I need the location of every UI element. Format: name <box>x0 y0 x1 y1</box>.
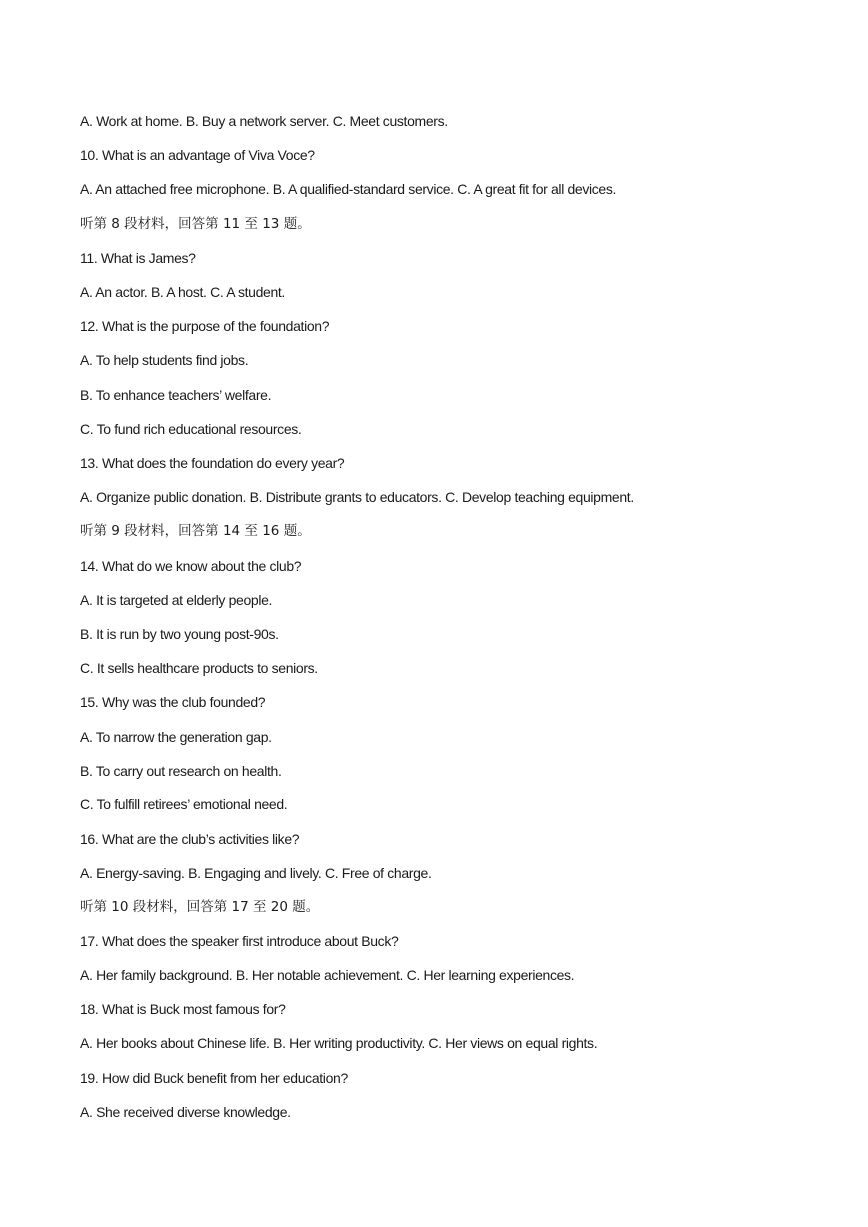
question-19: 19. How did Buck benefit from her education? <box>80 1070 348 1086</box>
answer-options-q11: A. An actor. B. A host. C. A student. <box>80 284 285 300</box>
answer-option-q15-c: C. To fulfill retirees’ emotional need. <box>80 796 288 812</box>
answer-options-q16: A. Energy-saving. B. Engaging and lively. C. Free of charge. <box>80 865 432 881</box>
question-15: 15. Why was the club founded? <box>80 694 266 710</box>
question-13: 13. What does the foundation do every year? <box>80 455 345 471</box>
answer-option-q14-c: C. It sells healthcare products to seniors. <box>80 660 318 676</box>
question-14: 14. What do we know about the club? <box>80 558 302 574</box>
section-instruction-10: 听第 10 段材料，回答第 17 至 20 题。 <box>80 899 320 915</box>
answer-option-q15-a: A. To narrow the generation gap. <box>80 729 272 745</box>
answer-option-q15-b: B. To carry out research on health. <box>80 763 282 779</box>
answer-option-q12-a: A. To help students find jobs. <box>80 352 249 368</box>
question-16: 16. What are the club’s activities like? <box>80 831 300 847</box>
question-10: 10. What is an advantage of Viva Voce? <box>80 147 315 163</box>
answer-options-q9: A. Work at home. B. Buy a network server. C. Meet customers. <box>80 113 448 129</box>
answer-option-q19-a: A. She received diverse knowledge. <box>80 1104 291 1120</box>
answer-options-q17: A. Her family background. B. Her notable achievement. C. Her learning experiences. <box>80 967 575 983</box>
answer-option-q14-b: B. It is run by two young post-90s. <box>80 626 279 642</box>
question-18: 18. What is Buck most famous for? <box>80 1001 286 1017</box>
answer-option-q12-c: C. To fund rich educational resources. <box>80 421 302 437</box>
answer-option-q12-b: B. To enhance teachers’ welfare. <box>80 387 272 403</box>
question-17: 17. What does the speaker first introduce about Buck? <box>80 933 399 949</box>
question-11: 11. What is James? <box>80 250 196 266</box>
answer-options-q10: A. An attached free microphone. B. A qualified-standard service. C. A great fit for all devices. <box>80 181 617 197</box>
question-12: 12. What is the purpose of the foundation? <box>80 318 330 334</box>
section-instruction-8: 听第 8 段材料，回答第 11 至 13 题。 <box>80 216 311 232</box>
answer-option-q14-a: A. It is targeted at elderly people. <box>80 592 273 608</box>
answer-options-q18: A. Her books about Chinese life. B. Her writing productivity. C. Her views on equal rights. <box>80 1035 598 1051</box>
answer-options-q13: A. Organize public donation. B. Distribute grants to educators. C. Develop teaching equipment. <box>80 489 634 505</box>
section-instruction-9: 听第 9 段材料，回答第 14 至 16 题。 <box>80 523 311 539</box>
